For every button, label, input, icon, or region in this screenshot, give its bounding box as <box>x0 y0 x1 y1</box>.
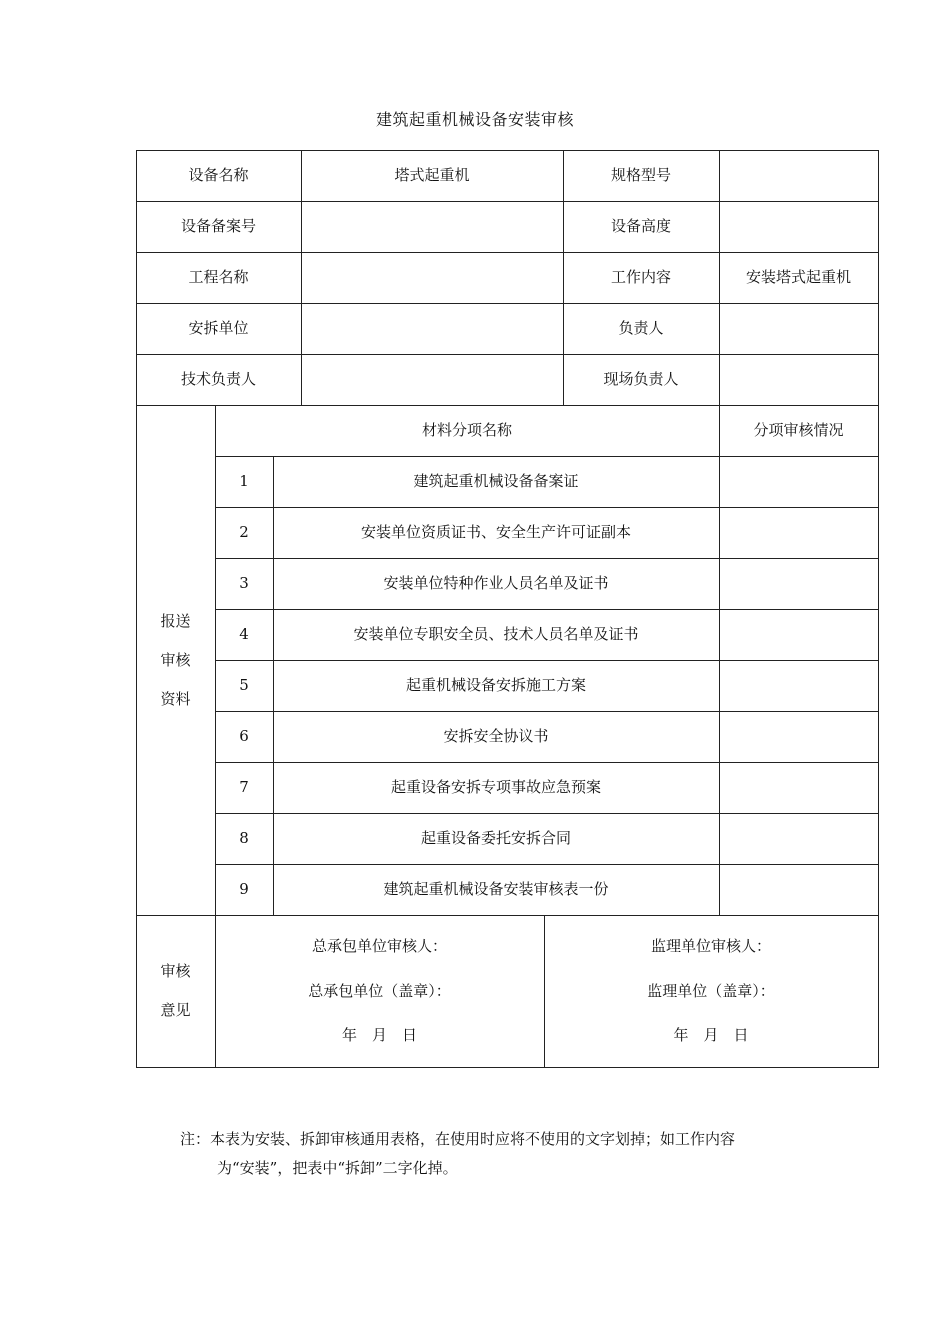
section-label-char: 审核 <box>160 650 191 669</box>
info-value: 塔式起重机 <box>394 166 470 184</box>
info-label: 现场负责人 <box>603 370 679 388</box>
materials-header-name: 材料分项名称 <box>421 421 512 439</box>
info-value <box>301 303 563 354</box>
info-value <box>719 303 878 354</box>
item-name: 安装单位特种作业人员名单及证书 <box>383 574 609 592</box>
footnote <box>180 1125 840 1183</box>
review-reviewer: 监理单位审核人： <box>650 937 771 955</box>
section-label-char: 资料 <box>160 689 191 708</box>
info-label: 规格型号 <box>610 166 671 184</box>
table-rule <box>136 1067 879 1068</box>
footnote-line-2: 为“安装”，把表中“拆卸”二字化掉。 <box>217 1159 458 1177</box>
item-number: 3 <box>239 574 249 592</box>
table-rule <box>563 150 564 405</box>
item-number: 9 <box>239 880 249 898</box>
item-status <box>719 762 878 813</box>
item-number: 4 <box>239 625 249 643</box>
review-section-label <box>136 915 215 1067</box>
item-status <box>719 609 878 660</box>
info-value <box>719 354 878 405</box>
item-name: 建筑起重机械设备安装审核表一份 <box>383 880 609 898</box>
section-label-char: 审核 <box>160 962 191 980</box>
info-value <box>301 201 563 252</box>
info-label: 负责人 <box>618 319 664 337</box>
item-name: 建筑起重机械设备备案证 <box>413 472 579 490</box>
info-label: 工作内容 <box>610 268 671 286</box>
info-label: 设备名称 <box>188 166 249 184</box>
item-status <box>719 864 878 915</box>
table-rule <box>301 150 302 405</box>
table-rule <box>136 915 878 916</box>
info-label: 设备高度 <box>610 217 671 235</box>
review-reviewer: 总承包单位审核人： <box>311 937 447 955</box>
info-label: 安拆单位 <box>188 319 249 337</box>
item-name: 安装单位专职安全员、技术人员名单及证书 <box>353 625 639 643</box>
general-contractor-review <box>215 935 544 1045</box>
item-name: 起重设备委托安拆合同 <box>420 829 571 847</box>
form-title: 建筑起重机械设备安装审核 <box>375 110 574 129</box>
item-name: 安装单位资质证书、安全生产许可证副本 <box>360 523 631 541</box>
info-label: 技术负责人 <box>180 370 256 388</box>
review-date: 年 月 日 <box>341 1026 417 1044</box>
item-status <box>719 813 878 864</box>
table-rule <box>878 150 879 1067</box>
item-name: 起重设备安拆专项事故应急预案 <box>390 778 601 796</box>
info-value <box>719 201 878 252</box>
section-label-char: 报送 <box>160 611 191 630</box>
review-unit: 监理单位（盖章）： <box>647 981 775 1000</box>
review-unit: 总承包单位（盖章）： <box>308 981 451 1000</box>
supervisor-review <box>544 935 878 1045</box>
item-status <box>719 507 878 558</box>
materials-header-status: 分项审核情况 <box>753 421 844 439</box>
item-status <box>719 660 878 711</box>
item-status <box>719 456 878 507</box>
item-number: 6 <box>239 727 249 745</box>
footnote-line-1: 注：本表为安装、拆卸审核通用表格，在使用时应将不使用的文字划掉；如工作内容 <box>180 1130 736 1148</box>
info-value <box>301 252 563 303</box>
item-number: 1 <box>239 472 249 490</box>
item-number: 5 <box>239 676 249 694</box>
info-value <box>301 354 563 405</box>
info-value: 安装塔式起重机 <box>745 268 851 286</box>
item-number: 2 <box>239 523 249 541</box>
item-name: 起重机械设备安拆施工方案 <box>405 676 586 694</box>
review-date: 年 月 日 <box>673 1026 749 1044</box>
info-label: 工程名称 <box>188 268 249 286</box>
item-status <box>719 711 878 762</box>
table-rule <box>719 150 720 405</box>
item-name: 安拆安全协议书 <box>443 727 549 745</box>
info-label: 设备备案号 <box>180 217 256 235</box>
section-label-char: 意见 <box>160 1001 191 1019</box>
item-number: 7 <box>239 778 249 796</box>
info-value <box>719 150 878 201</box>
item-number: 8 <box>239 829 249 847</box>
materials-section-label <box>136 405 215 915</box>
item-status <box>719 558 878 609</box>
